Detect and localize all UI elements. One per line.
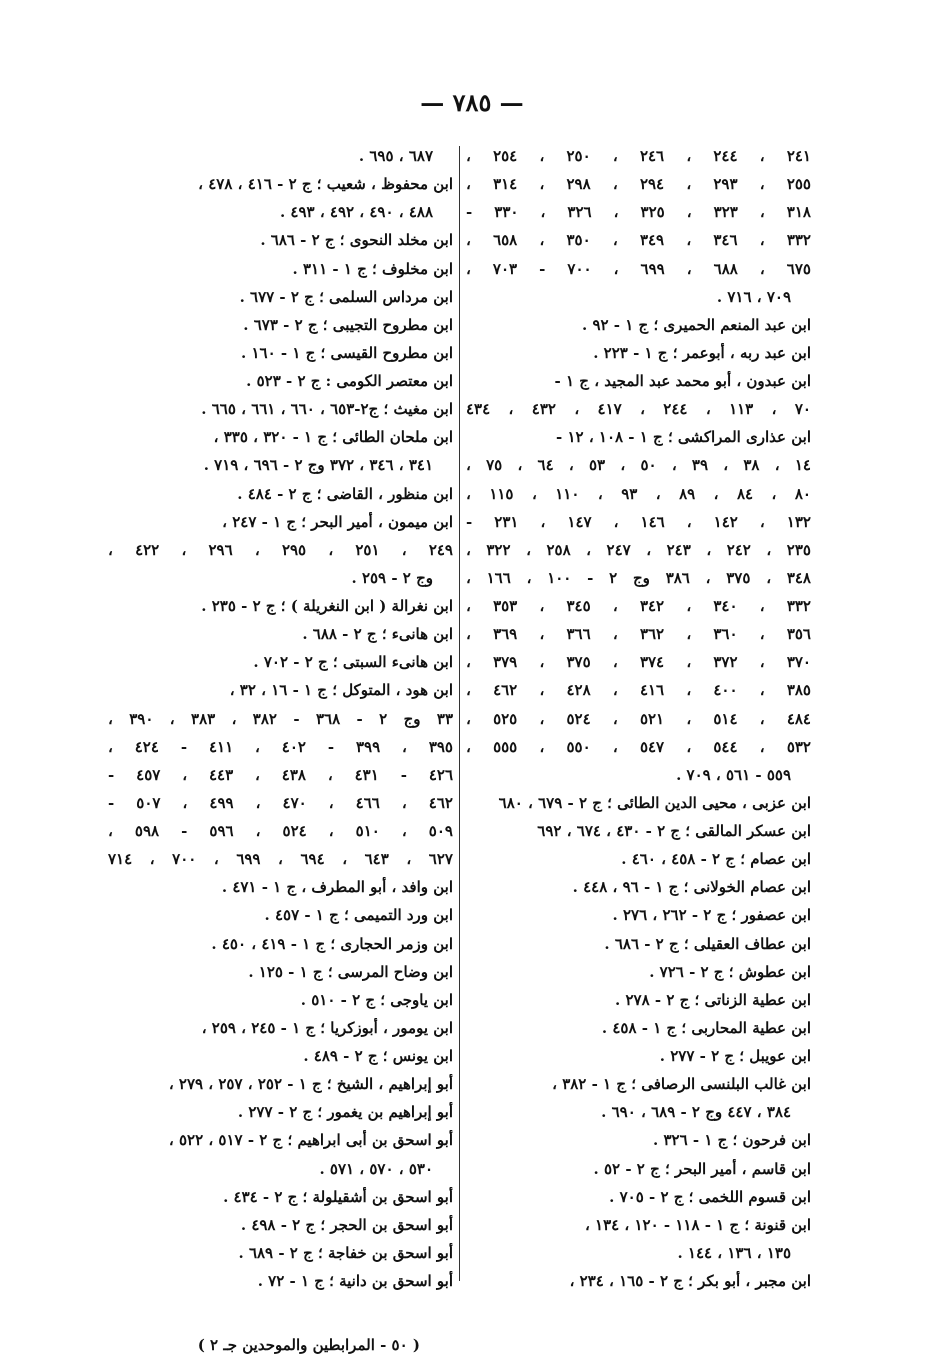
index-line-continuation: ٣٩٥ ، ٣٩٩ - ٤٠٢ ، ٤١١ - ٤٢٤ ، xyxy=(108,737,453,756)
index-column-right xyxy=(466,146,811,1291)
index-entry: ابن عصفور ؛ ج ٢ - ٢٦٢ ، ٢٧٦ . xyxy=(612,906,811,925)
index-column-left xyxy=(108,146,453,1291)
index-line-continuation: ٢٤٩ ، ٢٥١ ، ٢٩٥ ، ٢٩٦ ، ٤٢٢ ، xyxy=(108,540,453,559)
index-entry: أبو اسحق بن الحجر ؛ ج ٢ - ٤٩٨ . xyxy=(240,1215,453,1234)
index-entry: أبو إبراهيم ، الشيخ ؛ ج ١ - ٢٥٢ ، ٢٥٧ ، ٢٧٩ ، xyxy=(168,1075,453,1094)
index-line-continuation: ٧٠٩ ، ٧١٦ . xyxy=(716,287,791,306)
index-line-continuation: ١٣٢ ، ١٤٢ ، ١٤٦ ، ١٤٧ ، ٢٣١ - xyxy=(466,512,811,531)
index-entry: ابن مرداس السلمى ؛ ج ٢ - ٦٧٧ . xyxy=(239,287,453,306)
index-line-continuation: ١٤ ، ٣٨ ، ٣٩ ، ٥٠ ، ٥٣ ، ٦٤ ، ٧٥ ، xyxy=(466,456,811,475)
index-line-continuation: ١٣٥ ، ١٣٦ ، ١٤٤ . xyxy=(677,1243,791,1262)
index-entry: ابن ورد التميمى ؛ ج ١ - ٤٥٧ . xyxy=(264,906,453,925)
index-entry: ابن يونس ؛ ج ٢ - ٤٨٩ . xyxy=(303,1047,453,1065)
index-entry: ابن مغيث ؛ ج٢-٦٥٣ ، ٦٦٠ ، ٦٦١ ، ٦٦٥ . xyxy=(201,400,453,419)
page-footer: ( ٥٠ - المرابطين والموحدين جـ ٢ ) xyxy=(197,1336,420,1354)
index-line-continuation: ٣٤٨ ، ٣٧٥ ، ٣٨٦ وج ٢ - ١٠٠ ، ١٦٦ ، xyxy=(466,568,811,587)
index-entry: ابن وافد ، أبو المطرف ، ج ١ - ٤٧١ . xyxy=(221,878,453,897)
index-line-continuation: ٥٥٩ - ٥٦١ ، ٧٠٩ . xyxy=(676,765,791,784)
index-line-continuation: ٤٨٨ ، ٤٩٠ ، ٤٩٢ ، ٤٩٣ . xyxy=(279,203,433,222)
index-line-continuation: ٣٣٢ ، ٣٤٦ ، ٣٤٩ ، ٣٥٠ ، ٦٥٨ ، xyxy=(466,231,811,250)
index-entry: ابن عويبل ؛ ج ٢ - ٢٧٧ . xyxy=(659,1047,811,1065)
index-entry: ابن يومور ، أبوزكريا ؛ ج ١ - ٢٤٥ ، ٢٥٩ ، xyxy=(201,1018,453,1037)
index-line-continuation: ٦٧٥ ، ٦٨٨ ، ٦٩٩ ، ٧٠٠ - ٧٠٣ ، xyxy=(466,259,811,278)
index-entry: ابن ملحان الطائى ؛ ج ١ - ٣٢٠ ، ٣٣٥ ، xyxy=(213,428,453,447)
index-line-continuation: ٢٣٥ ، ٢٤٢ ، ٢٤٣ ، ٢٤٧ ، ٢٥٨ ، ٣٢٢ ، xyxy=(466,540,811,559)
index-entry: ابن عبد المنعم الحميرى ؛ ج ١ - ٩٢ . xyxy=(582,315,811,334)
index-entry: ابن قسوم اللخمى ؛ ج ٢ - ٧٠٥ . xyxy=(609,1187,811,1206)
index-entry: ابن منظور ، القاضى ؛ ج ٢ - ٤٨٤ . xyxy=(237,484,453,503)
index-entry: ابن ميمون ، أمير البحر ؛ ج ١ - ٢٤٧ ، xyxy=(222,512,453,531)
index-line-continuation: ٥٣٢ ، ٥٤٤ ، ٥٤٧ ، ٥٥٠ ، ٥٥٥ ، xyxy=(466,737,811,756)
index-entry: ابن فرحون ؛ ج ١ - ٣٢٦ . xyxy=(653,1131,811,1150)
index-entry: ابن عطوش ؛ ج ٢ - ٧٢٦ . xyxy=(649,962,811,981)
index-entry: ابن مخلوف ؛ ج ١ - ٣١١ . xyxy=(292,259,453,278)
index-entry: ابن عطاف العقيلى ؛ ج ٢ - ٦٨٦ . xyxy=(604,934,811,953)
index-entry: ابن ياوجى ؛ ج ٢ - ٥١٠ . xyxy=(300,990,453,1009)
index-entry: ابن هانىء ؛ ج ٢ - ٦٨٨ . xyxy=(302,625,453,644)
index-line-continuation: وج ٢ - ٢٥٩ . xyxy=(351,568,433,587)
page-number: — ٧٨٥ — xyxy=(420,88,524,117)
index-line-continuation: ٤٢٦ - ٤٣١ ، ٤٣٨ ، ٤٤٣ ، ٤٥٧ - xyxy=(108,765,453,784)
index-entry: ابن عبد ربه ، أبوعمر ؛ ج ١ - ٢٢٣ . xyxy=(593,343,811,362)
index-entry: ابن عطية الزناتى ؛ ج ٢ - ٢٧٨ . xyxy=(615,990,811,1009)
index-entry: ابن عزبى ، محيى الدين الطائى ؛ ج ٢ - ٦٧٩ ، ٦٨٠ xyxy=(498,793,811,812)
index-entry: ابن عبدون ، أبو محمد عبد المجيد ، ج ١ - xyxy=(554,372,811,390)
index-entry: أبو اسحق بن خفاجة ؛ ج ٢ - ٦٨٩ . xyxy=(238,1243,453,1262)
index-entry: ابن عصام الخولانى ؛ ج ١ - ٩٦ ، ٤٤٨ . xyxy=(572,878,811,897)
index-entry: ابن عذارى المراكشى ؛ ج ١ - ١٠٨ ، ١٢ - xyxy=(556,428,811,447)
index-line-continuation: ٢٤١ ، ٢٤٤ ، ٢٤٦ ، ٢٥٠ ، ٢٥٤ ، xyxy=(466,147,811,165)
index-line-continuation: ٥٠٩ ، ٥١٠ ، ٥٢٤ ، ٥٩٦ - ٥٩٨ ، xyxy=(108,822,453,840)
index-entry: ابن عسكر المالقى ؛ ج ٢ - ٤٣٠ ، ٦٧٤ ، ٦٩٢ xyxy=(537,822,811,840)
index-entry: أبو إبراهيم بن يغمور ؛ ج ٢ - ٢٧٧ . xyxy=(237,1103,453,1122)
index-entry: ابن قنونة ؛ ج ١ - ١١٨ - ١٢٠ ، ١٣٤ ، xyxy=(584,1215,811,1234)
index-entry: ابن عطية المحاربى ؛ ج ١ - ٤٥٨ . xyxy=(601,1018,811,1037)
index-line-continuation: ٤٨٤ ، ٥١٤ ، ٥٢١ ، ٥٢٤ ، ٥٢٥ ، xyxy=(466,709,811,728)
index-entry: ابن محفوظ ، شعيب ؛ ج ٢ - ٤١٦ ، ٤٧٨ ، xyxy=(198,175,453,194)
index-entry: ابن وزمر الحجارى ؛ ج ١ - ٤١٩ ، ٤٥٠ . xyxy=(211,934,453,953)
index-line-continuation: ٤٦٢ ، ٤٦٦ ، ٤٧٠ ، ٤٩٩ ، ٥٠٧ - xyxy=(108,793,453,812)
index-line-continuation: ٣٤١ ، ٣٤٦ ، ٣٧٢ وج ٢ - ٦٩٦ ، ٧١٩ . xyxy=(203,456,433,475)
index-line-continuation: ٣٣٢ ، ٣٤٠ ، ٣٤٢ ، ٣٤٥ ، ٣٥٣ ، xyxy=(466,597,811,615)
column-divider xyxy=(459,146,460,1281)
index-line-continuation: ٣٣ وج ٢ - ٣٦٨ - ٣٨٢ ، ٣٨٣ ، ٣٩٠ ، xyxy=(108,709,453,728)
index-entry: ابن مجبر ، أبو بكر ؛ ج ٢ - ١٦٥ ، ٢٣٤ ، xyxy=(569,1272,811,1290)
index-line-continuation: ٣٨٥ ، ٤٠٠ ، ٤١٦ ، ٤٢٨ ، ٤٦٢ ، xyxy=(466,681,811,700)
index-entry: ابن غالب البلنسى الرصافى ؛ ج ١ - ٣٨٢ ، xyxy=(552,1075,811,1094)
index-entry: ابن معتصر الكومى : ج ٢ - ٥٢٣ . xyxy=(246,372,453,390)
index-entry: ابن هود ، المتوكل ؛ ج ١ - ١٦ ، ٣٢ ، xyxy=(229,681,453,700)
index-entry: ابن وضاح المرسى ؛ ج ١ - ١٢٥ . xyxy=(248,962,453,981)
index-line-continuation: ٣١٨ ، ٣٢٣ ، ٣٢٥ ، ٣٢٦ ، ٣٣٠ - xyxy=(466,203,811,222)
index-entry: أبو اسحق بن دانية ؛ ج ١ - ٧٢ . xyxy=(257,1272,453,1290)
index-entry: أبو اسحق بن أبى ابراهيم ؛ ج ٢ - ٥١٧ ، ٥٢٢ ، xyxy=(168,1131,453,1150)
index-entry: ابن قاسم ، أمير البحر ؛ ج ٢ - ٥٢ . xyxy=(593,1159,811,1178)
index-entry: ابن مخلد النحوى ؛ ج ٢ - ٦٨٦ . xyxy=(260,231,453,250)
index-entry: ابن نغرالة ( ابن النغريلة ) ؛ ج ٢ - ٢٣٥ . xyxy=(201,597,453,615)
index-entry: ابن هانىء السبتى ؛ ج ٢ - ٧٠٢ . xyxy=(253,653,453,672)
index-line-continuation: ٦٨٧ ، ٦٩٥ . xyxy=(358,147,433,165)
index-line-continuation: ٧٠ ، ١١٣ ، ٢٤٤ ، ٤١٧ ، ٤٣٢ ، ٤٣٤ xyxy=(466,400,811,419)
index-entry: ابن مطروح القيسى ؛ ج ١ - ١٦٠ . xyxy=(241,343,453,362)
index-entry: ابن عصام ؛ ج ٢ - ٤٥٨ ، ٤٦٠ . xyxy=(621,850,811,869)
index-line-continuation: ٥٣٠ ، ٥٧٠ ، ٥٧١ . xyxy=(319,1159,433,1178)
index-entry: ابن مطروح التجيبى ؛ ج ٢ - ٦٧٣ . xyxy=(243,315,453,334)
index-line-continuation: ٣٧٠ ، ٣٧٢ ، ٣٧٤ ، ٣٧٥ ، ٣٧٩ ، xyxy=(466,653,811,672)
index-line-continuation: ٣٥٦ ، ٣٦٠ ، ٣٦٢ ، ٣٦٦ ، ٣٦٩ ، xyxy=(466,625,811,644)
index-entry: أبو اسحق بن أشقيلولة ؛ ج ٢ - ٤٣٤ . xyxy=(223,1187,453,1206)
index-line-continuation: ٦٢٧ ، ٦٤٣ ، ٦٩٤ ، ٦٩٩ ، ٧٠٠ ، ٧١٤ xyxy=(108,850,453,869)
index-line-continuation: ٢٥٥ ، ٢٩٣ ، ٢٩٤ ، ٢٩٨ ، ٣١٤ ، xyxy=(466,175,811,194)
index-line-continuation: ٨٠ ، ٨٤ ، ٨٩ ، ٩٣ ، ١١٠ ، ١١٥ ، xyxy=(466,484,811,503)
index-line-continuation: ٣٨٤ ، ٤٤٧ وج ٢ - ٦٨٩ ، ٦٩٠ . xyxy=(601,1103,791,1122)
